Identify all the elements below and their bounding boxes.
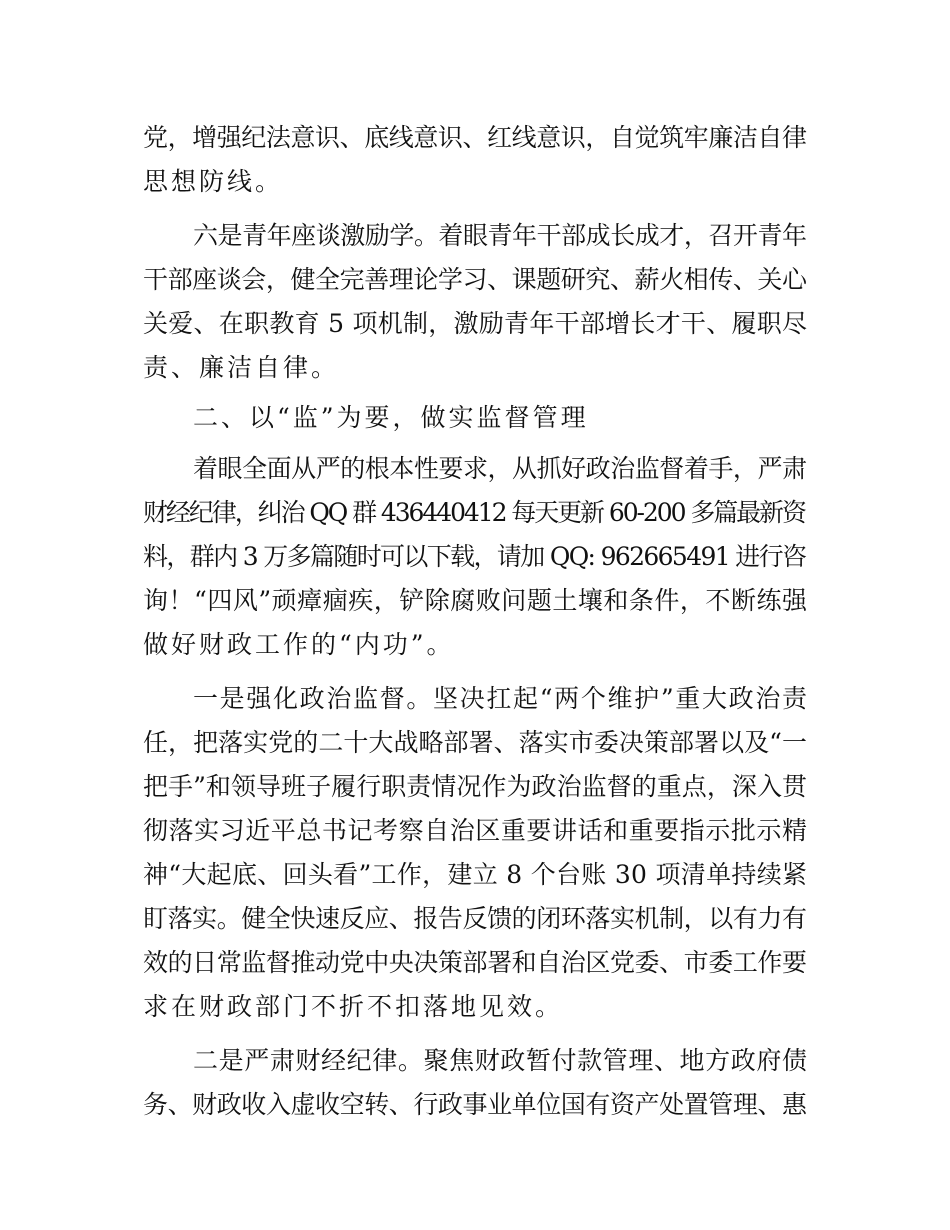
text-line: 一是强化政治监督。坚决扛起“两个维护”重大政治责 — [193, 684, 809, 713]
text-line: 党，增强纪法意识、底线意识、红线意识，自觉筑牢廉洁自律 — [143, 123, 807, 152]
text-line: 干部座谈会，健全完善理论学习、课题研究、薪火相传、关心 — [143, 265, 807, 294]
text-line: 责、廉洁自律。 — [143, 353, 340, 382]
text-line: 询！“四风”顽瘴痼疾，铲除腐败问题土壤和条件，不断练强 — [143, 586, 808, 615]
text-line: 做好财政工作的“内功”。 — [143, 630, 455, 659]
text-line: 务、财政收入虚收空转、行政事业单位国有资产处置管理、惠 — [143, 1090, 807, 1119]
text-line: 盯落实。健全快速反应、报告反馈的闭环落实机制，以有力有 — [143, 904, 807, 933]
text-line: 求在财政部门不折不扣落地见效。 — [143, 992, 564, 1021]
text-line: 效的日常监督推动党中央决策部署和自治区党委、市委工作要 — [143, 948, 807, 977]
text-line: 关爱、在职教育 5 项机制，激励青年干部增长才干、履职尽 — [143, 309, 808, 338]
text-line: 财经纪律，纠治 QQ 群 436440412 每天更新 60-200 多篇最新资 — [143, 498, 805, 527]
section-heading: 二、以“监”为要，做实监督管理 — [193, 403, 589, 432]
text-line: 任，把落实党的二十大战略部署、落实市委决策部署以及“一 — [143, 728, 808, 757]
text-line: 彻落实习近平总书记考察自治区重要讲话和重要指示批示精 — [143, 816, 808, 845]
text-line: 二是严肃财经纪律。聚焦财政暂付款管理、地方政府债 — [193, 1046, 808, 1075]
text-line: 把手”和领导班子履行职责情况作为政治监督的重点，深入贯 — [143, 772, 808, 801]
text-line: 神“大起底、回头看”工作，建立 8 个台账 30 项清单持续紧 — [143, 860, 808, 889]
text-line: 料，群内 3 万多篇随时可以下载，请加 QQ: 962665491 进行咨 — [143, 542, 806, 571]
text-line: 着眼全面从严的根本性要求，从抓好政治监督着手，严肃 — [193, 454, 807, 483]
text-line: 六是青年座谈激励学。着眼青年干部成长成才，召开青年 — [193, 221, 807, 250]
text-line: 思想防线。 — [143, 167, 284, 196]
